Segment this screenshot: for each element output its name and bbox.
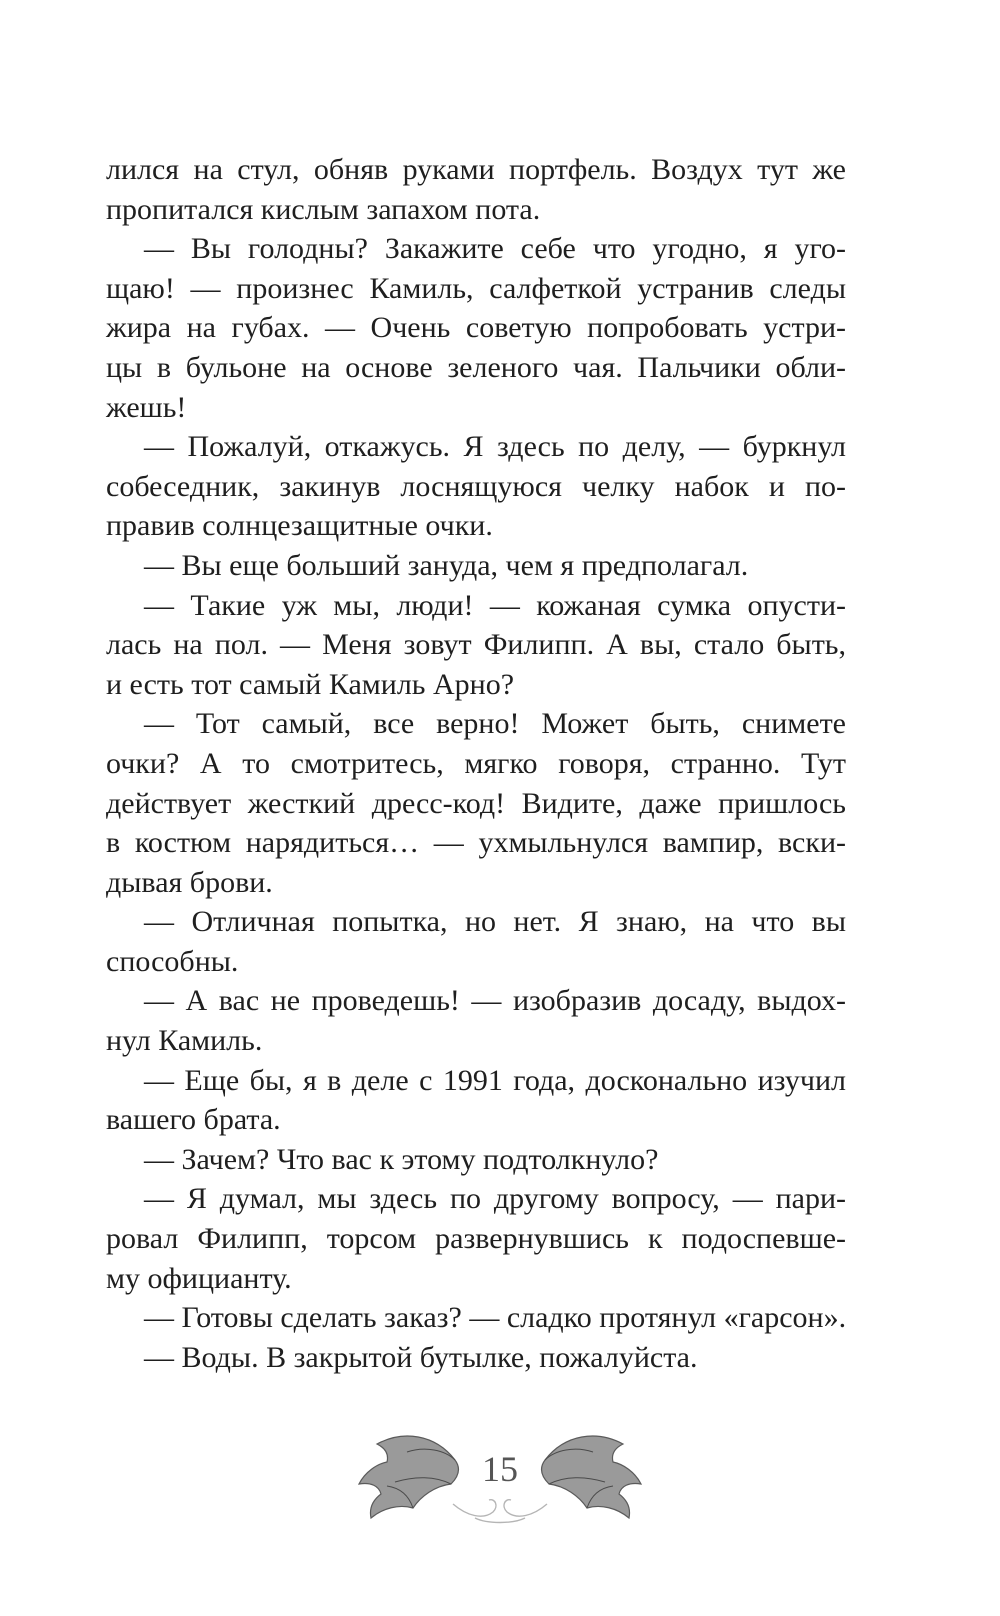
text-line: — Вы еще больший зануда, чем я предполагал.: [144, 548, 749, 582]
text-line: собеседник, закинув лоснящуюся челку набок и по-: [106, 469, 846, 503]
text-line: — Отличная попытка, но нет. Я знаю, на что вы: [144, 905, 846, 939]
text-line: — Зачем? Что вас к этому подтолкнуло?: [144, 1142, 659, 1176]
text-line: — Пожалуй, откажусь. Я здесь по делу, — буркнул: [144, 430, 846, 464]
page-number: 15: [482, 1449, 518, 1489]
text-line: — Тот самый, все верно! Может быть, снимете: [144, 707, 846, 741]
text-line: щаю! — произнес Камиль, салфеткой устранив следы: [106, 271, 846, 305]
text-line: и есть тот самый Камиль Арно?: [106, 667, 515, 701]
text-line: му официанту.: [106, 1261, 292, 1295]
text-line: — Такие уж мы, люди! — кожаная сумка опусти-: [144, 588, 846, 622]
text-line: вашего брата.: [106, 1103, 281, 1137]
text-line: способны.: [106, 944, 239, 978]
text-line: — А вас не проведешь! — изобразив досаду, выдох-: [144, 984, 846, 1018]
text-line: пропитался кислым запахом пота.: [106, 192, 541, 226]
text-line: действует жесткий дресс-код! Видите, даже пришлось: [106, 786, 846, 820]
page-body: [106, 150, 846, 1377]
text-line: дывая брови.: [106, 865, 273, 899]
text-line: в костюм нарядиться… — ухмыльнулся вампир, вски-: [106, 826, 846, 860]
text-line: лась на пол. — Меня зовут Филипп. А вы, стало быть,: [106, 628, 846, 662]
text-line: — Я думал, мы здесь по другому вопросу, — пари-: [144, 1182, 846, 1216]
text-line: нул Камиль.: [106, 1024, 263, 1058]
text-line: лился на стул, обняв руками портфель. Воздух тут же: [106, 153, 846, 186]
text-line: — Готовы сделать заказ? — сладко протянул «гарсон».: [144, 1301, 847, 1335]
text-line: — Еще бы, я в деле с 1991 года, досконально изучил: [144, 1063, 846, 1097]
text-line: цы в бульоне на основе зеленого чая. Пальчики обли-: [106, 350, 846, 384]
text-line: — Воды. В закрытой бутылке, пожалуйста.: [144, 1340, 698, 1374]
text-line: ровал Филипп, торсом развернувшись к подоспевше-: [106, 1222, 846, 1256]
text-line: очки? А то смотритесь, мягко говоря, странно. Тут: [106, 746, 846, 780]
text-line: жешь!: [106, 390, 187, 424]
page-footer: [0, 1420, 1000, 1530]
text-line: правив солнцезащитные очки.: [106, 509, 493, 543]
text-line: — Вы голодны? Закажите себе что угодно, я уго-: [144, 232, 846, 266]
text-line: жира на губах. — Очень советую попробовать устри-: [106, 311, 846, 345]
